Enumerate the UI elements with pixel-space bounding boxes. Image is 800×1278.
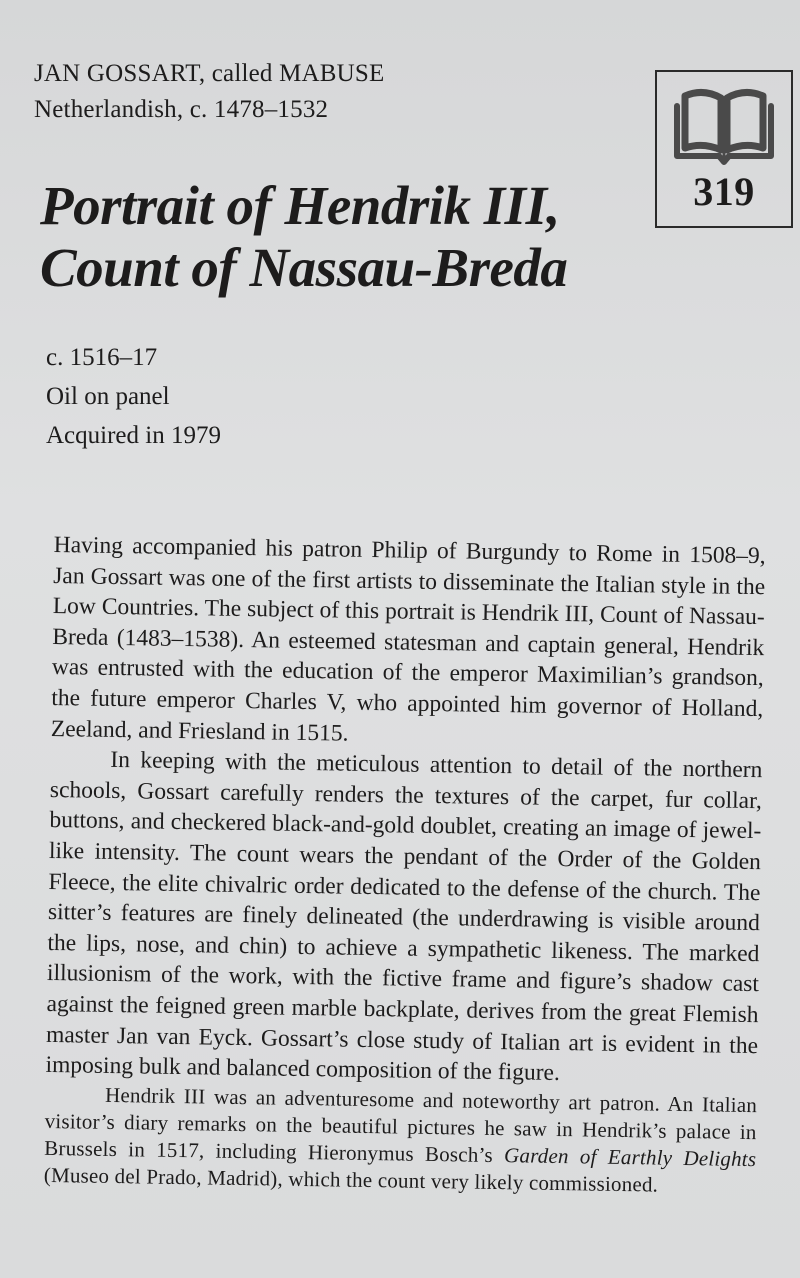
paragraph-3-italic-title: Garden of Earthly Delights [503, 1142, 757, 1171]
open-book-icon [669, 84, 779, 168]
artwork-date: c. 1516–17 [46, 344, 158, 371]
title-line-2: Count of Nassau-Breda [40, 237, 568, 298]
paragraph-3 [44, 1081, 758, 1200]
audio-guide-badge [655, 70, 793, 228]
artist-name: JAN GOSSART, called MABUSE [34, 60, 385, 87]
title-line-1: Portrait of Hendrik III, [40, 175, 560, 236]
artist-info [34, 56, 384, 128]
paragraph-1: Having accompanied his patron Philip of Burgundy to Rome in 1508–9, Jan Gossart was one of the first artists to disseminate the Italian style in the Low Countries. The subject of this portrait is Hendrik III, Count of Nassau-Breda (1483–1538). An esteemed statesman and captain general, Hendrik was entrusted with the education of the emperor Maximilian’s grandson, the future emperor Charles V, who appointed him governor of Holland, Zeeland, and Friesland in 1515. [50, 531, 766, 747]
paragraph-3-text-b: (Museo del Prado, Madrid), which the count very likely commissioned. [43, 1162, 659, 1197]
artwork-details [46, 338, 221, 455]
guide-number: 319 [693, 169, 755, 214]
acquisition-date: Acquired in 1979 [46, 422, 221, 449]
artwork-title [40, 175, 567, 299]
paragraph-2: In keeping with the meticulous attention to detail of the northern schools, Gossart carefully renders the textures of the carpet, fur collar, buttons, and checkered black-and-gold doublet, creating an image of jewel-like intensity. The count wears the pendant of the Order of the Golden Fleece, the elite chivalric order dedicated to the defense of the church. The sitter’s features are finely delineated (the underdrawing is visible around the lips, nose, and chin) to achieve a sympathetic likeness. The marked illusionism of the work, with the fictive frame and figure’s shadow cast against the feigned green marble backplate, derives from the great Flemish master Jan van Eyck. Gossart’s close study of Italian art is evident in the imposing bulk and balanced composition of the figure. [45, 747, 763, 1087]
artwork-medium: Oil on panel [46, 383, 170, 410]
description-text [44, 530, 766, 1200]
artist-origin: Netherlandish, c. 1478–1532 [34, 96, 329, 123]
paragraph-3-text-a: Hendrik III was an adventuresome and noteworthy art patron. An Italian visitor’s diary remarks on the beautiful pictures he saw in Hendrik’s palace in Brussels in 1517, including Hieronymus Bosch’s [44, 1082, 758, 1167]
